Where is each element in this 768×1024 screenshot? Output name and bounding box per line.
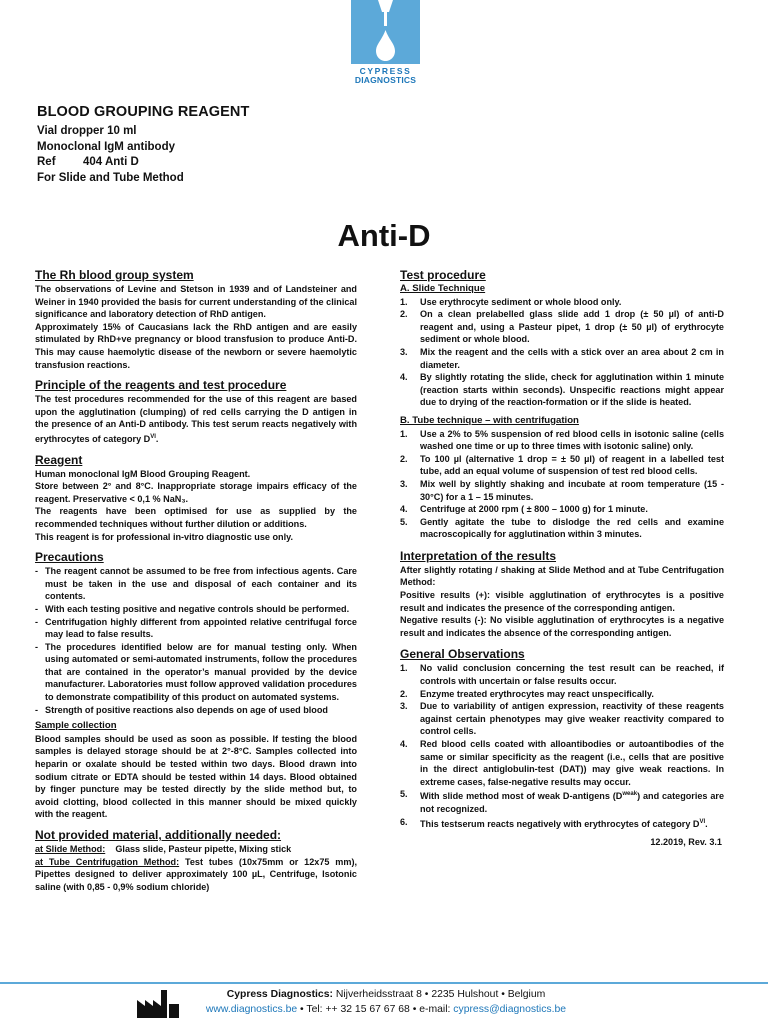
list-item: 5. Gently agitate the tube to dislodge the red cells and examine macroscopically for agglutination within 3 minutes.	[400, 516, 724, 540]
slide-method-label: at Slide Method:	[35, 844, 106, 854]
method-line: For Slide and Tube Method	[37, 171, 184, 184]
footer-divider	[0, 982, 768, 984]
interpretation-positive: Positive results (+): visible agglutination of erythrocytes is a positive result and indicates the presence of the corresponding antigen.	[400, 590, 724, 613]
revision-date: 12.2019, Rev. 3.1	[650, 837, 722, 848]
list-item: - Strength of positive reactions also depends on age of used blood	[35, 704, 328, 715]
list-item: - The reagent cannot be assumed to be free from infectious agents. Care must be taken in the use and disposal of each container and its contents.	[35, 566, 357, 602]
antibody-line: Monoclonal IgM antibody	[37, 140, 175, 153]
list-item: 2. On a clean prelabelled glass slide add 1 drop (± 50 µl) of anti-D reagent and, using a Pasteur pipet, 1 drop (± 50 µl) of erythrocyte sediment or whole blood.	[400, 309, 724, 345]
reagent-heading: Reagent	[35, 452, 83, 467]
not-provided-heading: Not provided material, additionally needed:	[35, 828, 282, 842]
test-procedure-heading: Test procedure	[400, 268, 486, 282]
reagent-line-1: Human monoclonal IgM Blood Grouping Reagent.	[35, 468, 251, 479]
product-category: BLOOD GROUPING REAGENT	[37, 104, 250, 120]
principle-paragraph: The test procedures recommended for the use of this reagent are based upon the agglutination (clumping) of red cells carrying the D antigen in the presence of an Anti-D antibody. This test serum reacts negatively with erythrocytes of category $D^{VI}$.	[35, 394, 357, 444]
ref-value: 404 Anti D	[83, 156, 139, 168]
list-item: 5. With slide method most of weak D-antigens $(D^{weak})$ and categories are not recognized.	[400, 789, 724, 814]
list-item: 4. Centrifuge at 2000 rpm ( ± 800 – 1000 g) for 1 minute.	[400, 504, 648, 515]
general-observations-list	[400, 662, 724, 830]
phone-text: • Tel: ++ 32 15 67 67 68 • e-mail:	[297, 1004, 454, 1015]
factory-icon	[135, 990, 181, 1023]
list-item: 1. Use a 2% to 5% suspension of red blood cells in isotonic saline (cells washed one time or up to three times with isotonic saline) only.	[400, 428, 724, 452]
footer	[196, 987, 576, 1017]
list-item: - With each testing positive and negative controls should be performed.	[35, 603, 350, 614]
page-title: Anti-D	[337, 218, 431, 253]
company-logo	[351, 0, 420, 85]
principle-text: The test procedures recommended for the use of this reagent are based upon the agglutination (clumping) of red cells carrying the D antigen in the presence of an Anti-D antibody. This test serum reacts negatively with erythrocytes of category D	[35, 394, 357, 444]
ref-line	[37, 155, 249, 171]
reagent-line-3: The reagents have been optimised for use as supplied by the recommended techniques without further dilution or additions.	[35, 506, 357, 529]
drop-icon	[351, 0, 420, 64]
email-link[interactable]: cypress@diagnostics.be	[453, 1004, 567, 1015]
right-column	[400, 268, 724, 849]
product-header	[37, 104, 249, 186]
sample-heading: Sample collection	[35, 720, 117, 732]
list-item: 4. Red blood cells coated with alloantibodies or autoantibodies of the same or similar specificity as the reagent (i.e., cells that are positive in the direct antiglobulin-test (DAT)) may give weak reactions. In extreme cases, false-negative results may occur.	[400, 739, 724, 787]
company-address: Nijverheidsstraat 8 • 2235 Hulshout • Belgium	[332, 989, 546, 1000]
tube-method-label: at Tube Centrifugation Method:	[35, 856, 180, 867]
vial-line: Vial dropper 10 ml	[37, 125, 137, 137]
rh-heading: The Rh blood group system	[35, 268, 194, 282]
tube-method-value: Test tubes (10x75mm or 12x75 mm), Pipettes designed to deliver approximately 100 µL, Centrifuge, Isotonic saline (with 0,85 - 0,9% sodium chloride)	[35, 856, 358, 892]
footer-contact	[196, 1002, 576, 1017]
logo-text-line2: DIAGNOSTICS	[354, 75, 417, 85]
rh-paragraph-2: Approximately 15% of Caucasians lack the RhD antigen and are easily stimulated by RhD+ve pregnancy or blood transfusion to produce Anti-D. This may cause haemolytic disease of the newborn or severe haemolytic transfusion reactions.	[35, 321, 357, 370]
list-item: 2. Enzyme treated erythrocytes may react unspecifically.	[400, 688, 654, 699]
list-item: 1. Use erythrocyte sediment or whole blood only.	[400, 296, 622, 307]
interpretation-negative: Negative results (-): No visible agglutination of erythrocytes is a negative result and indicates the absence of the corresponding antigen.	[400, 615, 724, 638]
sample-paragraph: Blood samples should be used as soon as possible. If testing the blood samples is delayed storage should be at 2°-8°C. Samples collected into heparin or oxalate should be tested within two days. Blood drawn into sodium citrate or EDTA should be tested within 14 days. Blood obtained by finger puncture may be tested directly by the slide method but, to avoid clotting, blood collected in this manner should be mixed quickly with the reagent.	[35, 733, 357, 820]
interpretation-heading: Interpretation of the results	[400, 548, 557, 563]
left-column	[35, 268, 357, 893]
tube-steps	[400, 428, 724, 541]
list-item: - Centrifugation highly different from appointed relative centrifugal force may lead to false results.	[35, 616, 357, 640]
list-item: 6. This testserum reacts negatively with erythrocytes of category $D^{VI}$.	[400, 816, 708, 829]
slide-technique-heading: A. Slide Technique	[400, 283, 486, 294]
logo-text-line1: CYPRESS	[359, 66, 412, 76]
precautions-list	[35, 565, 357, 716]
slide-steps	[400, 296, 724, 409]
list-item: 3. Mix the reagent and the cells with a stick over an area about 2 cm in diameter.	[400, 346, 724, 370]
not-provided-slide	[35, 843, 357, 856]
list-item: 2. To 100 µl (alternative 1 drop = ± 50 µl) of reagent in a labelled test tube, add an equal volume of suspension of test red blood cells.	[400, 453, 724, 477]
footer-address	[196, 987, 576, 1002]
website-link[interactable]: www.diagnostics.be	[205, 1004, 298, 1015]
principle-sup: VI	[150, 433, 156, 440]
list-item: 3. Due to variability of antigen expression, reactivity of these reagents against certain phenotypes may give weaker reactivity compared to control cells.	[400, 701, 724, 737]
list-item: - The procedures identified below are for manual testing only. When using automated or semi-automated instruments, follow the procedures that are contained in the operator’s manual provided by the device manufacturer. Laboratories must follow approved validation procedures to demonstrate compatibility of this product on automated systems.	[35, 641, 357, 703]
principle-heading: Principle of the reagents and test procedure	[35, 378, 287, 393]
reagent-line-2: Store between 2° and 8°C. Inappropriate storage impairs efficacy of the reagent. Preservative < 0,1 % NaN₃.	[35, 481, 357, 504]
list-item: 4. By slightly rotating the slide, check for agglutination within 1 minute (reaction starts within seconds). Unspecific reactions might appear due to drying of the reaction-formation or if the slide is heated.	[400, 372, 724, 408]
tube-technique-heading: B. Tube technique – with centrifugation	[400, 414, 579, 426]
not-provided-tube	[35, 856, 357, 894]
list-item: 1. No valid conclusion concerning the test result can be reached, if controls with uncertain or false results occur.	[400, 663, 724, 687]
ref-label: Ref	[37, 156, 56, 168]
reagent-line-4: This reagent is for professional in-vitro diagnostic use only.	[35, 531, 294, 542]
rh-paragraph-1: The observations of Levine and Stetson in 1939 and of Landsteiner and Weiner in 1940 provided the basis for current understanding of the clinical significance and laboratory detection of RhD antigen.	[35, 284, 357, 320]
general-observations-heading: General Observations	[400, 647, 525, 662]
slide-method-value: Glass slide, Pasteur pipette, Mixing stick	[115, 844, 292, 854]
interpretation-intro: After slightly rotating / shaking at Slide Method and at Tube Centrifugation Method:	[400, 564, 724, 588]
company-name: Cypress Diagnostics:	[226, 989, 333, 1000]
precautions-heading: Precautions	[35, 550, 104, 565]
list-item: 3. Mix well by slightly shaking and incubate at room temperature (15 - 30°C) for a 1 – 15 minutes.	[400, 478, 724, 502]
